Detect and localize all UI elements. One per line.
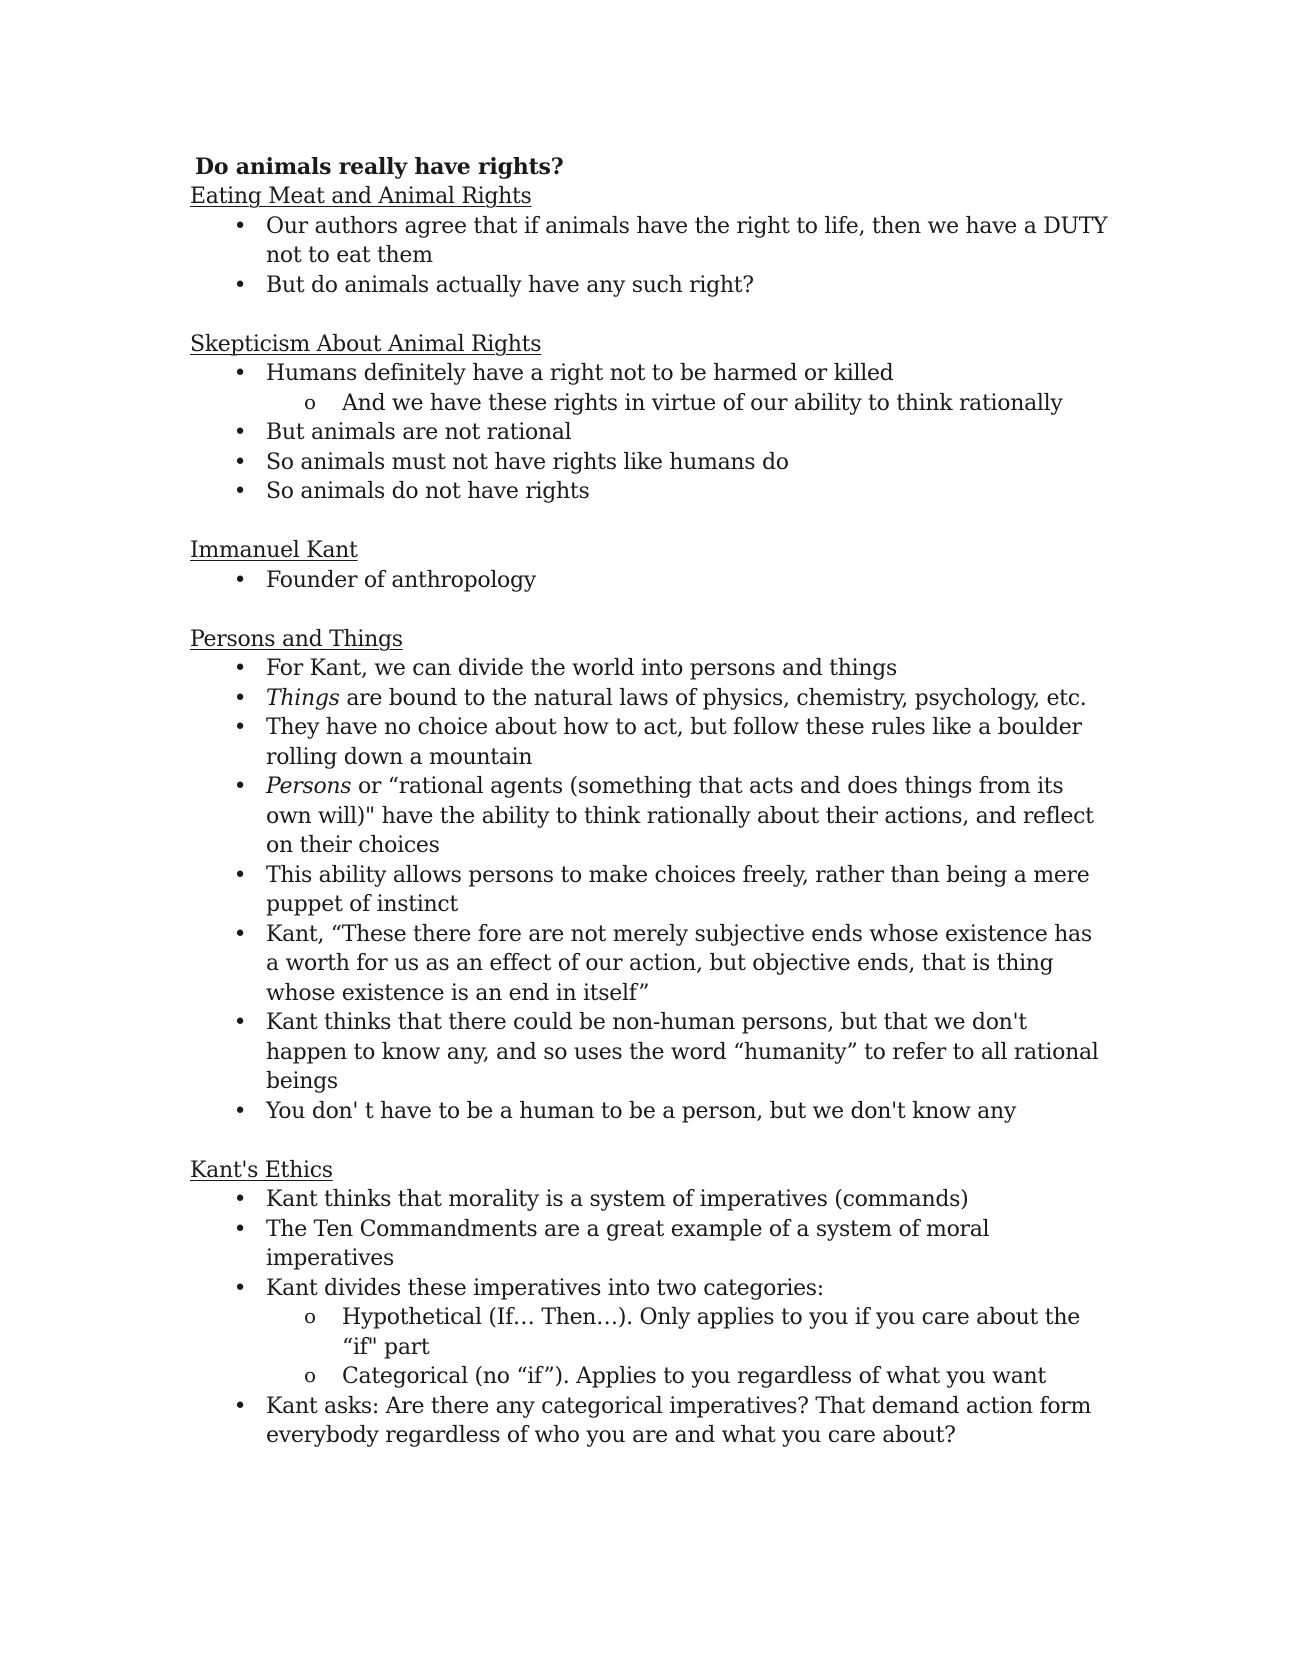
- section: [190, 182, 1110, 300]
- section-heading: Skepticism About Animal Rights: [190, 331, 542, 357]
- bullet-item: [190, 1215, 1110, 1274]
- bullet-list: [190, 654, 1110, 1126]
- section: [190, 536, 1110, 595]
- bullet-item: [190, 1008, 1110, 1097]
- bullet-text: But animals are not rational: [266, 420, 572, 445]
- bullet-icon: •: [233, 685, 247, 711]
- sub-bullet-item: [266, 1362, 1110, 1392]
- bullet-text: This ability allows persons to make choices freely, rather than being a mere puppet of instinct: [266, 862, 1090, 917]
- section-heading: Persons and Things: [190, 626, 403, 652]
- section: [190, 1156, 1110, 1451]
- bullet-text: Kant asks: Are there any categorical imperatives? That demand action form everybody regardless of who you are and what you care about?: [266, 1393, 1092, 1448]
- bullet-text: Founder of anthropology: [266, 567, 536, 593]
- sub-bullet-text: Categorical (no “if”). Applies to you regardless of what you want: [342, 1364, 1046, 1389]
- bullet-text: are bound to the natural laws of physics, chemistry, psychology, etc.: [339, 685, 1087, 711]
- bullet-icon: •: [233, 567, 247, 593]
- bullet-item: [190, 1097, 1110, 1127]
- bullet-item: [190, 359, 1110, 418]
- sub-bullet-item: [266, 389, 1110, 419]
- bullet-icon: •: [233, 715, 247, 740]
- bullet-item: [190, 418, 1110, 448]
- bullet-text: Humans definitely have a right not to be harmed or killed: [266, 361, 894, 386]
- bullet-icon: •: [233, 272, 247, 298]
- bullet-icon: •: [233, 862, 247, 888]
- circle-bullet-icon: o: [304, 1304, 316, 1328]
- bullet-text: or “rational agents (something that acts and does things from its own will)" have the ability to think rationally about their actions, and reflect on their choices: [266, 774, 1094, 858]
- sub-bullet-item: [266, 1303, 1110, 1362]
- bullet-text: Our authors agree that if animals have the right to life, then we have a DUTY not to eat them: [266, 213, 1108, 268]
- bullet-text: Kant, “These there fore are not merely subjective ends whose existence has a worth for us as an effect of our action, but objective ends, that is thing whose existence is an end in itself”: [266, 921, 1092, 1006]
- bullet-text: You don' t have to be a human to be a person, but we don't know any: [266, 1098, 1016, 1124]
- bullet-item: [190, 1274, 1110, 1392]
- bullet-list: [190, 1185, 1110, 1451]
- bullet-list: [190, 359, 1110, 507]
- bullet-item: [190, 448, 1110, 478]
- sub-bullet-text: And we have these rights in virtue of our ability to think rationally: [342, 390, 1063, 416]
- bullet-text: They have no choice about how to act, but follow these rules like a boulder rolling down a mountain: [266, 715, 1082, 770]
- bullet-icon: •: [233, 921, 247, 947]
- bullet-item: [190, 1185, 1110, 1215]
- bullet-item: [190, 861, 1110, 920]
- circle-bullet-icon: o: [304, 389, 316, 414]
- document-title: Do animals really have rights?: [195, 154, 564, 180]
- bullet-list: [190, 566, 1110, 596]
- bullet-item: [190, 713, 1110, 772]
- sub-bullet-text: Hypothetical (If… Then…). Only applies to you if you care about the “if" part: [342, 1305, 1080, 1360]
- bullet-icon: •: [233, 1187, 247, 1212]
- bullet-text: So animals must not have rights like humans do: [266, 449, 789, 475]
- sub-bullet-list: [266, 1303, 1110, 1392]
- bullet-icon: •: [233, 1098, 247, 1124]
- section-heading: Eating Meat and Animal Rights: [190, 184, 532, 209]
- bullet-text: But do animals actually have any such right?: [266, 272, 754, 298]
- document-body: [190, 182, 1110, 1480]
- bullet-icon: •: [233, 361, 247, 386]
- section-heading: Immanuel Kant: [190, 538, 358, 563]
- bullet-item: [190, 271, 1110, 301]
- emphasized-term: Persons: [266, 774, 352, 799]
- bullet-item: [190, 684, 1110, 714]
- bullet-icon: •: [233, 1010, 247, 1035]
- section: [190, 330, 1110, 507]
- bullet-item: [190, 654, 1110, 684]
- bullet-icon: •: [233, 479, 247, 504]
- bullet-item: [190, 477, 1110, 507]
- bullet-icon: •: [233, 213, 247, 239]
- bullet-text: So animals do not have rights: [266, 479, 590, 504]
- sub-bullet-list: [266, 389, 1110, 419]
- bullet-icon: •: [233, 774, 247, 799]
- bullet-item: [190, 566, 1110, 596]
- bullet-text: Kant thinks that there could be non-human persons, but that we don't happen to know any, and so uses the word “humanity” to refer to all rational beings: [266, 1010, 1099, 1094]
- bullet-icon: •: [233, 449, 247, 475]
- section-heading: Kant's Ethics: [190, 1157, 333, 1183]
- bullet-text: Kant thinks that morality is a system of imperatives (commands): [266, 1187, 969, 1212]
- bullet-item: [190, 920, 1110, 1009]
- bullet-text: For Kant, we can divide the world into persons and things: [266, 656, 897, 681]
- bullet-icon: •: [233, 1216, 247, 1242]
- circle-bullet-icon: o: [304, 1363, 316, 1387]
- bullet-icon: •: [233, 1275, 247, 1301]
- bullet-item: [190, 212, 1110, 271]
- bullet-icon: •: [233, 1393, 247, 1419]
- bullet-text: The Ten Commandments are a great example of a system of moral imperatives: [266, 1216, 990, 1271]
- bullet-text: Kant divides these imperatives into two categories:: [266, 1275, 824, 1301]
- bullet-icon: •: [233, 420, 247, 445]
- bullet-icon: •: [233, 656, 247, 681]
- bullet-item: [190, 1392, 1110, 1451]
- emphasized-term: Things: [266, 685, 340, 711]
- bullet-list: [190, 212, 1110, 301]
- bullet-item: [190, 772, 1110, 861]
- section: [190, 625, 1110, 1127]
